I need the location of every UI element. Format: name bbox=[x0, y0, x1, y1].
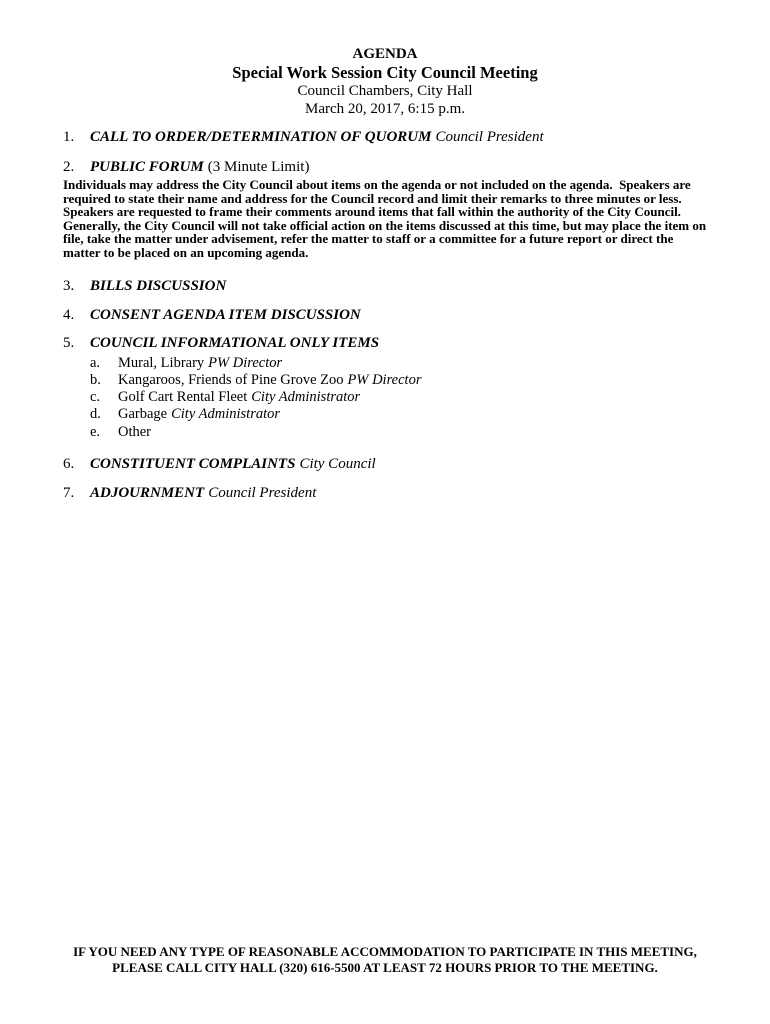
accommodation-notice-line2: PLEASE CALL CITY HALL (320) 616-5500 AT LEAST 72 HOURS PRIOR TO THE MEETING. bbox=[112, 960, 658, 975]
subitem-responsible: PW Director bbox=[347, 371, 422, 388]
item-title: COUNCIL INFORMATIONAL ONLY ITEMS bbox=[90, 334, 380, 351]
subitem-letter: b. bbox=[90, 371, 101, 388]
item-responsible: City Council bbox=[299, 456, 376, 473]
subitem-garbage bbox=[90, 406, 770, 423]
subitem-text: Garbage bbox=[118, 406, 168, 423]
item-number: 3. bbox=[63, 277, 75, 294]
item-title: PUBLIC FORUM bbox=[90, 159, 204, 175]
council-informational-subitems bbox=[90, 355, 770, 441]
item-bills-discussion bbox=[63, 277, 715, 296]
item-number: 4. bbox=[63, 306, 75, 323]
item-number: 2. bbox=[63, 159, 75, 175]
accommodation-notice-line1: IF YOU NEED ANY TYPE OF REASONABLE ACCOMMODATION TO PARTICIPATE IN THIS MEETING, bbox=[73, 944, 697, 959]
item-title: ADJOURNMENT bbox=[90, 485, 205, 502]
datetime-line: March 20, 2017, 6:15 p.m. bbox=[305, 101, 465, 117]
subitem-responsible: City Administrator bbox=[171, 406, 281, 423]
document-header bbox=[0, 0, 770, 118]
agenda-list bbox=[0, 128, 770, 503]
item-consent-agenda bbox=[63, 306, 715, 325]
subitem-letter: e. bbox=[90, 423, 101, 440]
item-title: CONSENT AGENDA ITEM DISCUSSION bbox=[90, 306, 361, 323]
item-responsible: Council President bbox=[208, 485, 317, 502]
subitem-golf-cart bbox=[90, 389, 770, 406]
item-number: 7. bbox=[63, 485, 75, 502]
item-title: BILLS DISCUSSION bbox=[90, 277, 227, 294]
item-adjournment bbox=[63, 484, 715, 503]
subitem-text: Kangaroos, Friends of Pine Grove Zoo bbox=[118, 371, 344, 388]
subitem-text: Golf Cart Rental Fleet bbox=[118, 389, 248, 406]
item-number: 5. bbox=[63, 334, 75, 351]
item-number: 6. bbox=[63, 456, 75, 473]
item-council-informational bbox=[63, 334, 715, 353]
subitem-mural bbox=[90, 355, 770, 372]
item-title: CONSTITUENT COMPLAINTS bbox=[90, 456, 296, 473]
subitem-letter: a. bbox=[90, 354, 101, 371]
item-call-to-order bbox=[63, 128, 715, 147]
subitem-kangaroos bbox=[90, 372, 770, 389]
item-note: (3 Minute Limit) bbox=[207, 159, 310, 175]
item-responsible: Council President bbox=[435, 129, 544, 145]
item-number: 1. bbox=[63, 129, 75, 145]
subitem-letter: d. bbox=[90, 406, 101, 423]
location-line: Council Chambers, City Hall bbox=[297, 83, 473, 99]
agenda-title: AGENDA bbox=[352, 46, 418, 62]
subitem-text: Other bbox=[118, 423, 152, 440]
item-title: CALL TO ORDER/DETERMINATION OF QUORUM bbox=[90, 129, 432, 145]
subitem-other bbox=[90, 424, 770, 441]
subitem-text: Mural, Library bbox=[118, 354, 205, 371]
public-forum-description: Individuals may address the City Council about items on the agenda or not included on the agenda. Speakers are required to state their name and address for the Council record and limit their remarks to three minutes or less. Speakers are requested to frame their comments around items that fall within the authority of the City Council. Generally, the City Council will not take official action on the items discussed at this time, but may place the item on file, take the matter under advisement, refer the matter to staff or a committee for a future report or direct the matter to be placed on an upcoming agenda. bbox=[63, 177, 710, 260]
subitem-responsible: City Administrator bbox=[251, 389, 361, 406]
accommodation-notice bbox=[0, 944, 770, 976]
item-public-forum bbox=[63, 158, 715, 177]
subitem-letter: c. bbox=[90, 389, 101, 406]
subitem-responsible: PW Director bbox=[208, 354, 283, 371]
item-constituent-complaints bbox=[63, 455, 715, 474]
meeting-title: Special Work Session City Council Meeting bbox=[232, 63, 538, 82]
